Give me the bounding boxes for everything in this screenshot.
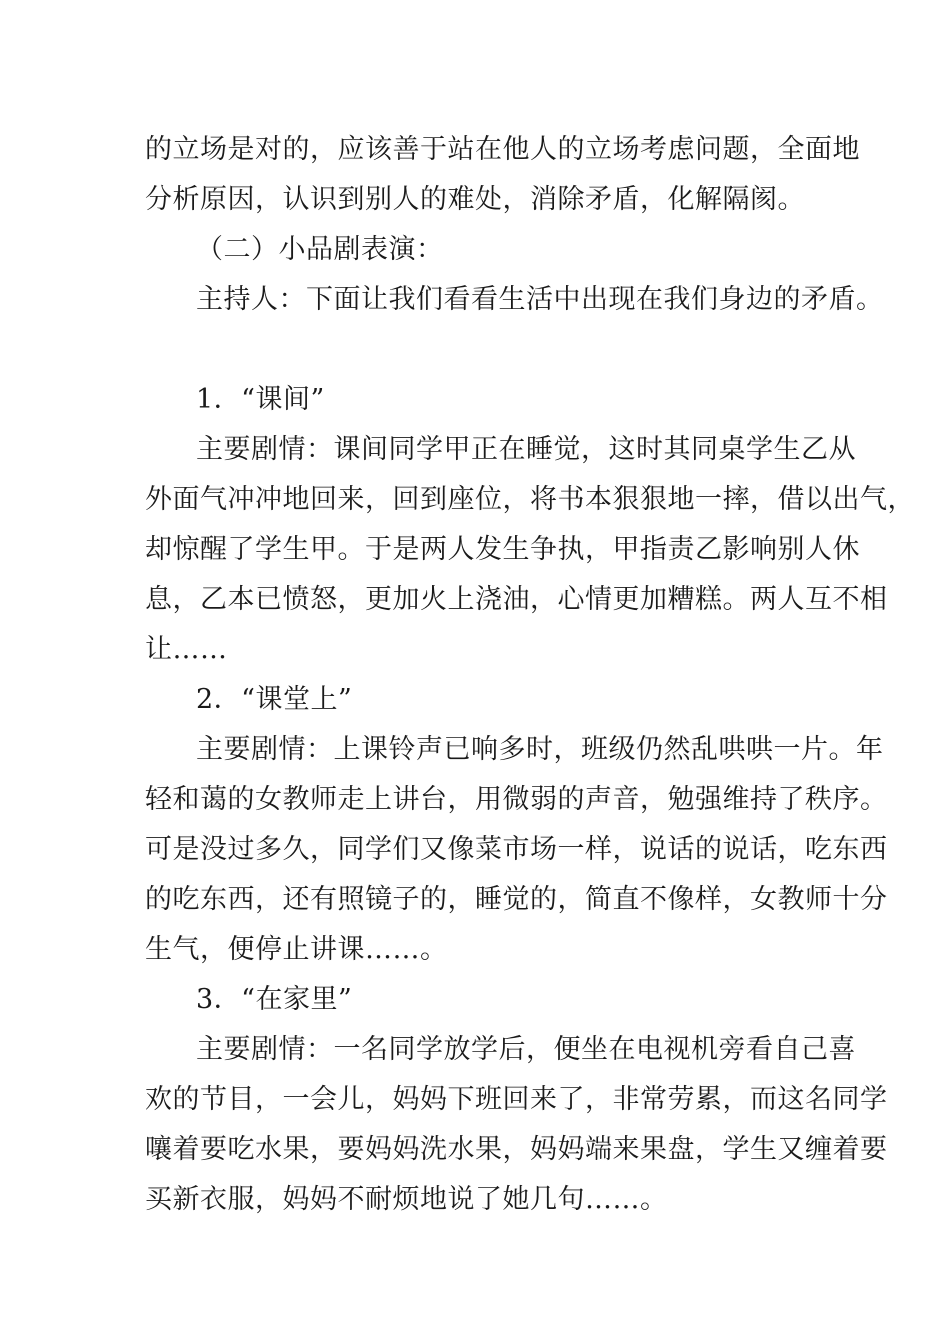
paragraph-line: 主持人：下面让我们看看生活中出现在我们身边的矛盾。 — [196, 284, 884, 315]
paragraph-line: 可是没过多久，同学们又像菜市场一样，说话的说话，吃东西 — [145, 834, 888, 865]
paragraph-line: 主要剧情：课间同学甲正在睡觉，这时其同桌学生乙从 — [196, 434, 856, 465]
paragraph-line: 主要剧情：一名同学放学后，便坐在电视机旁看自己喜 — [196, 1034, 856, 1065]
paragraph-line: 的吃东西，还有照镜子的，睡觉的，简直不像样，女教师十分 — [145, 884, 888, 915]
paragraph-line: 分析原因，认识到别人的难处，消除矛盾，化解隔阂。 — [145, 184, 805, 215]
list-item-heading: 3．“在家里” — [196, 984, 353, 1015]
section-heading: （二）小品剧表演： — [196, 234, 444, 265]
paragraph-line: 主要剧情：上课铃声已响多时，班级仍然乱哄哄一片。年 — [196, 734, 884, 765]
paragraph-line: 轻和蔼的女教师走上讲台，用微弱的声音，勉强维持了秩序。 — [145, 784, 888, 815]
paragraph-line: 外面气冲冲地回来，回到座位，将书本狠狠地一摔，借以出气， — [145, 484, 915, 515]
paragraph-line: 却惊醒了学生甲。于是两人发生争执，甲指责乙影响别人休 — [145, 534, 860, 565]
paragraph-line: 欢的节目，一会儿，妈妈下班回来了，非常劳累，而这名同学 — [145, 1084, 888, 1115]
paragraph-line: 生气，便停止讲课……。 — [145, 934, 448, 965]
paragraph-line: 嚷着要吃水果，要妈妈洗水果，妈妈端来果盘，学生又缠着要 — [145, 1134, 888, 1165]
paragraph-line: 让…… — [145, 634, 228, 665]
paragraph-line: 买新衣服，妈妈不耐烦地说了她几句……。 — [145, 1184, 668, 1215]
paragraph-line: 息，乙本已愤怒，更加火上浇油，心情更加糟糕。两人互不相 — [145, 584, 888, 615]
list-item-heading: 2．“课堂上” — [196, 684, 353, 715]
list-item-heading: 1．“课间” — [196, 384, 325, 415]
paragraph-line: 的立场是对的，应该善于站在他人的立场考虑问题，全面地 — [145, 134, 860, 165]
